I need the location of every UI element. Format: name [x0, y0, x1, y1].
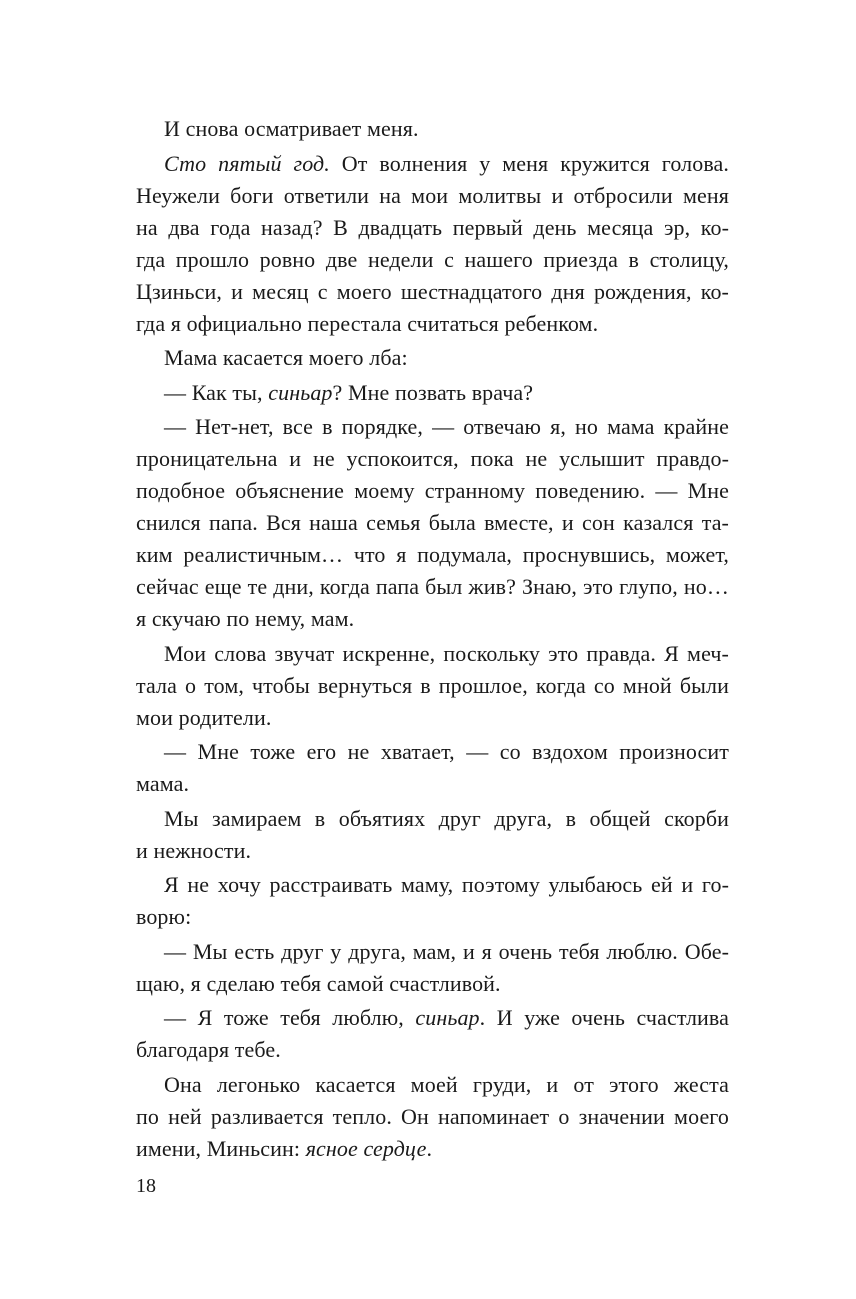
italic-text: синьар	[268, 379, 333, 405]
text-segment: — Мне тоже его не хватает, — со вздохом произносит	[164, 739, 729, 764]
text-segment: я скучаю по нему, мам.	[136, 606, 355, 631]
text-segment: проницательна и не успокоится, пока не услышит правдо-	[136, 446, 729, 471]
text-segment: Мои слова звучат искренне, поскольку это правда. Я меч-	[164, 640, 729, 666]
text-line	[136, 670, 729, 702]
text-segment: ким реалистичным… что я подумала, проснувшись, может,	[136, 542, 729, 567]
text-segment: щаю, я сделаю тебя самой счастливой.	[136, 970, 501, 996]
text-segment: имени, Миньсин:	[136, 1135, 306, 1161]
text-segment: ? Мне позвать врача?	[332, 379, 534, 405]
text-line	[136, 377, 729, 409]
text-segment: Она легонько касается моей груди, и от этого жеста	[164, 1071, 729, 1097]
text-segment: сейчас еще те дни, когда папа был жив? Знаю, это глупо, но…	[136, 574, 729, 599]
text-line	[136, 603, 729, 635]
text-segment: мои родители.	[136, 704, 272, 730]
italic-text: Сто пятый год.	[164, 150, 330, 176]
text-line	[136, 901, 729, 933]
text-line	[136, 803, 729, 835]
text-line	[136, 539, 729, 571]
italic-text: синьар	[415, 1005, 480, 1030]
text-line	[136, 180, 729, 212]
text-segment: тала о том, чтобы вернуться в прошлое, когда со мной были	[136, 672, 729, 698]
text-line	[136, 1133, 729, 1165]
text-segment: и нежности.	[136, 837, 252, 863]
text-line	[136, 1101, 729, 1133]
text-line	[136, 342, 729, 374]
text-line	[136, 411, 729, 443]
text-segment: — Нет-нет, все в порядке, — отвечаю я, но мама крайне	[164, 414, 729, 439]
text-line	[136, 475, 729, 507]
text-segment: — Мы есть друг у друга, мам, и я очень тебя люблю. Обе-	[164, 938, 729, 964]
text-line	[136, 212, 729, 244]
text-line	[136, 638, 729, 670]
text-line	[136, 835, 729, 867]
text-segment: Я не хочу расстраивать маму, поэтому улыбаюсь ей и го-	[164, 872, 729, 897]
text-segment: И снова осматривает меня.	[164, 116, 419, 141]
text-segment: Мы замираем в объятиях друг друга, в общей скорби	[164, 805, 729, 831]
text-segment: подобное объяснение моему странному поведению. — Мне	[136, 478, 729, 503]
text-line	[136, 702, 729, 734]
body-text	[136, 113, 729, 1167]
text-line	[136, 571, 729, 603]
text-segment: снился папа. Вся наша семья была вместе, и сон казался та-	[136, 510, 729, 535]
text-line	[136, 1034, 729, 1066]
page-number: 18	[136, 1175, 156, 1197]
text-line	[136, 244, 729, 276]
text-segment: гда прошло ровно две недели с нашего приезда в столицу,	[136, 246, 729, 272]
text-line	[136, 308, 729, 340]
text-line	[136, 1069, 729, 1101]
text-line	[136, 507, 729, 539]
text-segment: Цзиньси, и месяц с моего шестнадцатого дня рождения, ко-	[136, 278, 729, 304]
text-segment: благодаря тебе.	[136, 1037, 281, 1062]
text-segment: по ней разливается тепло. Он напоминает о значении моего	[136, 1103, 729, 1129]
text-line	[136, 869, 729, 901]
text-line	[136, 148, 729, 180]
text-line	[136, 1002, 729, 1034]
text-segment: . И уже очень счастлива	[479, 1005, 729, 1030]
text-line	[136, 443, 729, 475]
text-line	[136, 736, 729, 768]
text-segment: мама.	[136, 771, 190, 796]
text-segment: .	[426, 1135, 433, 1161]
text-segment: — Я тоже тебя люблю,	[164, 1005, 416, 1030]
text-segment: — Как ты,	[164, 379, 269, 405]
text-segment: Мама касается моего лба:	[164, 345, 408, 370]
text-segment: на два года назад? В двадцать первый день месяца эр, ко-	[136, 214, 729, 240]
text-segment: Неужели боги ответили на мои молитвы и отбросили меня	[136, 182, 729, 208]
text-segment: От волнения у меня кружится голова.	[329, 150, 729, 176]
text-line	[136, 968, 729, 1000]
italic-text: ясное сердце	[305, 1135, 427, 1161]
text-line	[136, 276, 729, 308]
text-segment: ворю:	[136, 904, 192, 929]
text-line	[136, 936, 729, 968]
text-line	[136, 768, 729, 800]
text-segment: гда я официально перестала считаться ребенком.	[136, 310, 599, 336]
text-line	[136, 113, 729, 145]
